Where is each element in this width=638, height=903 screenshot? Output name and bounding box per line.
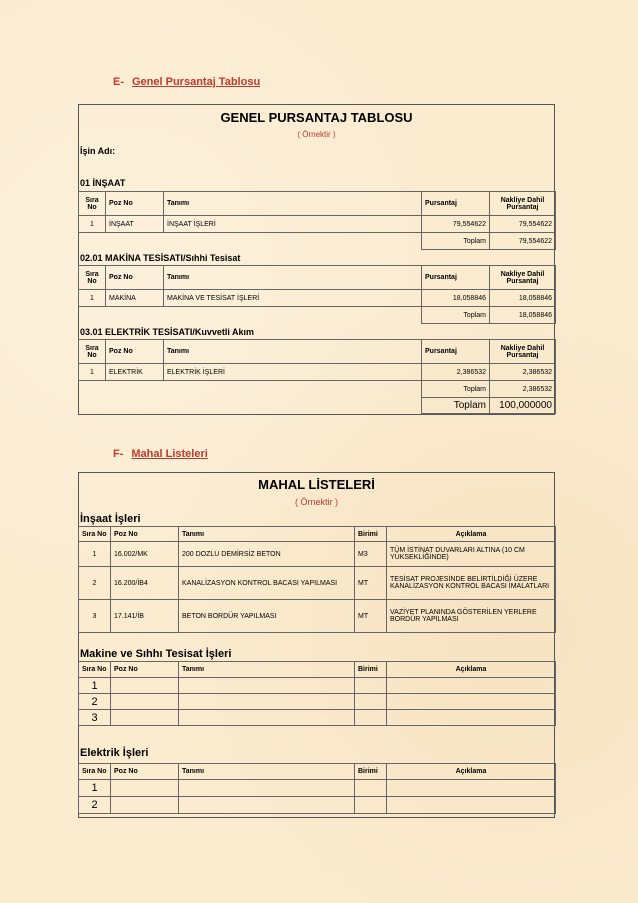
table-row [79, 290, 556, 307]
total-value: 2,386532 [490, 381, 556, 398]
header-sira: Sıra No [79, 266, 106, 290]
header-nakliye: Nakliye Dahil Pursantaj [490, 340, 556, 364]
row-birim: M3 [355, 542, 387, 567]
row-poz: MAKİNA [106, 290, 164, 307]
insaat-table [78, 526, 556, 633]
header-pursantaj: Pursantaj [422, 192, 490, 216]
mahal-title: MAHAL LİSTELERİ [258, 477, 375, 492]
row-tanim: 200 DOZLU DEMİRSİZ BETON [179, 542, 355, 567]
row-tanim: KANALİZASYON KONTROL BACASI YAPILMASI [179, 567, 355, 600]
header-pursantaj: Pursantaj [422, 340, 490, 364]
header-poz: Poz No [106, 192, 164, 216]
table-row [79, 678, 556, 694]
group-2-name: 02.01 MAKİNA TESİSATI/Sıhhi Tesisat [80, 253, 241, 263]
row-sira: 1 [79, 216, 106, 233]
job-name-label: İşin Adı: [80, 146, 116, 156]
row-tanim: MAKİNA VE TESİSAT İŞLERİ [164, 290, 422, 307]
row-birim: MT [355, 600, 387, 633]
header-poz: Poz No [111, 527, 179, 542]
row-sira: 1 [79, 780, 111, 797]
row-pursantaj: 79,554622 [422, 216, 490, 233]
group-1-table [78, 191, 556, 250]
total-row [79, 307, 556, 324]
group-1-name: 01 İNŞAAT [80, 178, 126, 188]
pursantaj-subtitle: ( Örnektir ) [297, 130, 336, 139]
row-poz: 16.002/MK [111, 542, 179, 567]
makine-label: Makine ve Sıhhı Tesisat İşleri [80, 648, 232, 660]
row-tanim: ELEKTRİK İŞLERİ [164, 364, 422, 381]
header-nakliye: Nakliye Dahil Pursantaj [490, 266, 556, 290]
header-poz: Poz No [106, 340, 164, 364]
grand-total-row [79, 398, 556, 414]
header-aciklama: Açıklama [387, 662, 556, 678]
row-poz: ELEKTRİK [106, 364, 164, 381]
header-tanim: Tanımı [164, 266, 422, 290]
header-aciklama: Açıklama [387, 764, 556, 780]
group-3-name: 03.01 ELEKTRİK TESİSATI/Kuvvetli Akım [80, 327, 255, 337]
header-sira: Sıra No [79, 340, 106, 364]
group-3-table [78, 339, 556, 414]
total-value: 18,058846 [490, 307, 556, 324]
total-row [79, 381, 556, 398]
row-birim: MT [355, 567, 387, 600]
header-sira: Sıra No [79, 764, 111, 780]
grand-total-label: Toplam [422, 398, 490, 414]
header-sira: Sıra No [79, 527, 111, 542]
row-nakliye: 2,386532 [490, 364, 556, 381]
row-pursantaj: 18,058846 [422, 290, 490, 307]
row-sira: 1 [79, 542, 111, 567]
section-f-title: Mahal Listeleri [131, 448, 208, 460]
header-sira: Sıra No [79, 192, 106, 216]
table-row [79, 797, 556, 814]
row-sira: 2 [79, 797, 111, 814]
row-nakliye: 79,554622 [490, 216, 556, 233]
table-row [79, 567, 556, 600]
table-row [79, 710, 556, 726]
header-tanim: Tanımı [164, 192, 422, 216]
header-birim: Birimi [355, 527, 387, 542]
header-birim: Birimi [355, 662, 387, 678]
row-sira: 3 [79, 600, 111, 633]
row-sira: 2 [79, 567, 111, 600]
table-row [79, 694, 556, 710]
header-nakliye: Nakliye Dahil Pursantaj [490, 192, 556, 216]
elektrik-table [78, 763, 556, 814]
header-poz: Poz No [111, 662, 179, 678]
header-poz: Poz No [106, 266, 164, 290]
elektrik-label: Elektrik İşleri [80, 747, 149, 759]
row-pursantaj: 2,386532 [422, 364, 490, 381]
row-aciklama: TESİSAT PROJESİNDE BELİRTİLDİĞİ ÜZERE KANALİZASYON KONTROL BACASI İMALATLARI [387, 567, 556, 600]
row-tanim: İNŞAAT İŞLERİ [164, 216, 422, 233]
row-aciklama: TÜM İSTİNAT DUVARLARI ALTINA (10 CM YÜKSEKLİĞİNDE) [387, 542, 556, 567]
section-f-letter: F- [113, 448, 124, 460]
row-sira: 3 [79, 710, 111, 726]
header-poz: Poz No [111, 764, 179, 780]
row-sira: 2 [79, 694, 111, 710]
header-sira: Sıra No [79, 662, 111, 678]
table-row [79, 780, 556, 797]
row-nakliye: 18,058846 [490, 290, 556, 307]
header-tanim: Tanımı [179, 662, 355, 678]
section-e-heading [113, 76, 260, 88]
row-poz: İNŞAAT [106, 216, 164, 233]
grand-total-value: 100,000000 [490, 398, 556, 414]
row-poz: 16.200/İB4 [111, 567, 179, 600]
row-sira: 1 [79, 364, 106, 381]
total-label: Toplam [422, 381, 490, 398]
total-row [79, 233, 556, 250]
table-row [79, 364, 556, 381]
header-tanim: Tanımı [179, 764, 355, 780]
group-2-table [78, 265, 556, 324]
row-tanim: BETON BORDÜR YAPILMASI [179, 600, 355, 633]
table-row [79, 542, 556, 567]
table-row [79, 216, 556, 233]
section-f-heading [113, 448, 208, 460]
makine-table [78, 661, 556, 726]
section-e-title: Genel Pursantaj Tablosu [132, 76, 261, 88]
row-sira: 1 [79, 678, 111, 694]
total-value: 79,554622 [490, 233, 556, 250]
mahal-subtitle: ( Örnektir ) [294, 497, 338, 507]
pursantaj-title: GENEL PURSANTAJ TABLOSU [220, 110, 413, 125]
row-sira: 1 [79, 290, 106, 307]
total-label: Toplam [422, 233, 490, 250]
header-birim: Birimi [355, 764, 387, 780]
header-pursantaj: Pursantaj [422, 266, 490, 290]
section-e-letter: E- [113, 76, 124, 88]
row-aciklama: VAZİYET PLANINDA GÖSTERİLEN YERLERE BORDÜR YAPILMASI [387, 600, 556, 633]
header-aciklama: Açıklama [387, 527, 556, 542]
header-tanim: Tanımı [179, 527, 355, 542]
total-label: Toplam [422, 307, 490, 324]
table-row [79, 600, 556, 633]
insaat-label: İnşaat İşleri [80, 513, 141, 525]
row-poz: 17.141/İB [111, 600, 179, 633]
header-tanim: Tanımı [164, 340, 422, 364]
